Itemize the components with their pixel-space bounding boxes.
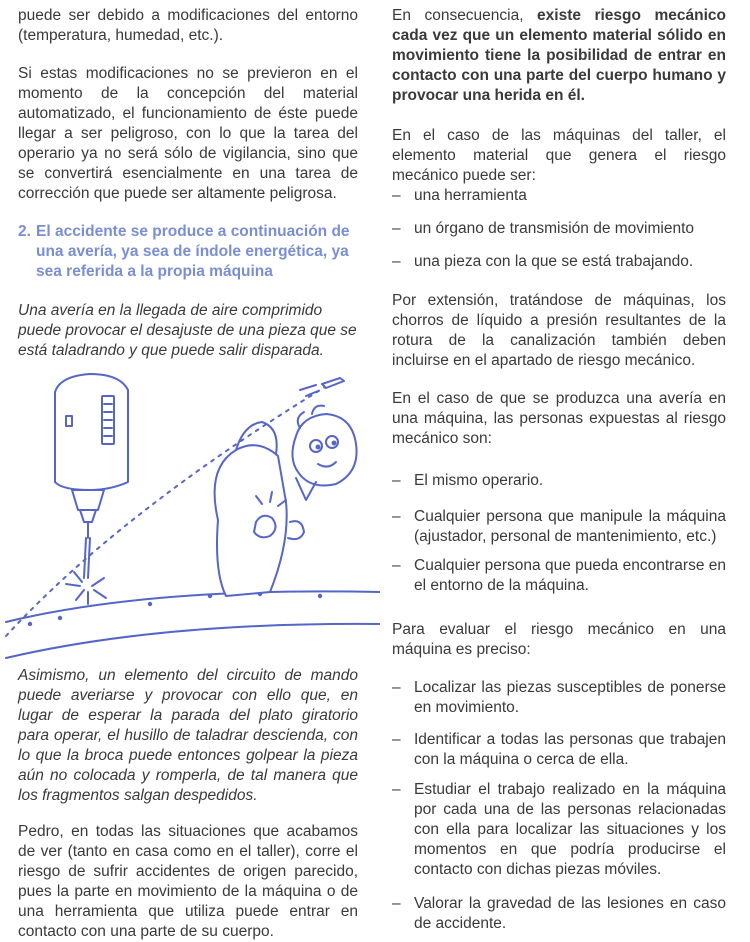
left-paragraph-1: puede ser debido a modificaciones del entorno (temperatura, humedad, etc.). — [18, 7, 358, 44]
machine-accident-illustration — [0, 372, 380, 662]
list-item — [392, 556, 726, 596]
list-item — [392, 678, 726, 718]
right-paragraph-2: En el caso de las máquinas del taller, el elemento material que genera el riesgo mecánico puede ser: — [392, 127, 726, 184]
list-item — [392, 780, 726, 880]
heading-number: 2. — [18, 223, 31, 240]
list-item — [392, 219, 726, 239]
list-item-text: una pieza con la que se está trabajando. — [414, 253, 694, 270]
list-item — [392, 507, 726, 547]
dash-icon: – — [392, 731, 401, 748]
dash-icon: – — [392, 895, 401, 912]
section-heading-2 — [18, 222, 358, 282]
list-item-text: Cualquier persona que pueda encontrarse en el entorno de la máquina. — [414, 557, 726, 594]
definition-bold: existe riesgo mecánico cada vez que un elemento material sólido en movimiento tiene la posibilidad de entrar en contacto con una parte del cuerpo humano y provocar una herida en él. — [392, 7, 726, 104]
list-item-text: Estudiar el trabajo realizado en la máquina por cada una de las personas relacionadas con ella para localizar las situaciones y los momentos en que podría producirse el contacto con dichas piezas móviles. — [414, 781, 726, 878]
list-item-text: una herramienta — [414, 187, 527, 204]
dash-icon: – — [392, 679, 401, 696]
right-paragraph-4: En el caso de que se produzca una avería en una máquina, las personas expuestas al riesgo mecánico son: — [392, 390, 726, 447]
heading-text: El accidente se produce a continuación de una avería, ya sea de índole energética, ya sea referida a la propia máquina — [36, 223, 350, 280]
right-paragraph-3: Por extensión, tratándose de máquinas, los chorros de líquido a presión resultantes de la rotura de la canalización también deben incluirse en el apartado de riesgo mecánico. — [392, 292, 726, 369]
list-item-text: El mismo operario. — [414, 472, 544, 489]
italic-paragraph-1: Una avería en la llegada de aire comprimido puede provocar el desajuste de una pieza que se está taladrando y que puede salir disparada. — [18, 302, 357, 359]
left-paragraph-3: Pedro, en todas las situaciones que acabamos de ver (tanto en casa como en el taller), corre el riesgo de sufrir accidentes de origen parecido, pues la parte en movimiento de la máquina o de una herramienta que utiliza puede entrar en contacto con una parte de su cuerpo. — [18, 823, 358, 940]
list-item-text: Localizar las piezas susceptibles de ponerse en movimiento. — [414, 679, 726, 716]
list-item — [392, 894, 726, 934]
risk-definition-paragraph — [392, 6, 726, 106]
list-item — [392, 252, 726, 272]
dash-icon: – — [392, 253, 401, 270]
list-item — [392, 471, 726, 491]
list-item — [392, 186, 726, 206]
right-paragraph-5: Para evaluar el riesgo mecánico en una máquina es preciso: — [392, 621, 726, 658]
list-item-text: Cualquier persona que manipule la máquina (ajustador, personal de mantenimiento, etc.) — [414, 508, 726, 545]
italic-paragraph-2: Asimismo, un elemento del circuito de mando puede averiarse y provocar con ello que, en lugar de esperar la parada del plato giratorio para operar, el husillo de taladrar descienda, con lo que la broca puede entonces golpear la pieza aún no colocada y romperla, de tal manera que los fragmentos salgan despedidos. — [18, 667, 358, 804]
dash-icon: – — [392, 781, 401, 798]
dash-icon: – — [392, 220, 401, 237]
dash-icon: – — [392, 472, 401, 489]
list-item — [392, 730, 726, 770]
dash-icon: – — [392, 508, 401, 525]
dash-icon: – — [392, 187, 401, 204]
list-item-text: Valorar la gravedad de las lesiones en caso de accidente. — [414, 895, 726, 932]
definition-lead: En consecuencia, — [392, 7, 538, 24]
left-paragraph-2: Si estas modificaciones no se previeron en el momento de la concepción del material automatizado, el funcionamiento de éste puede llegar a ser peligroso, con lo que la tarea del operario ya no será sólo de vigilancia, sino que se convertirá esencialmente en una tarea de corrección que puede ser altamente peligrosa. — [18, 65, 358, 202]
dash-icon: – — [392, 557, 401, 574]
list-item-text: Identificar a todas las personas que trabajen con la máquina o cerca de ella. — [414, 731, 726, 768]
list-item-text: un órgano de transmisión de movimiento — [414, 220, 695, 237]
